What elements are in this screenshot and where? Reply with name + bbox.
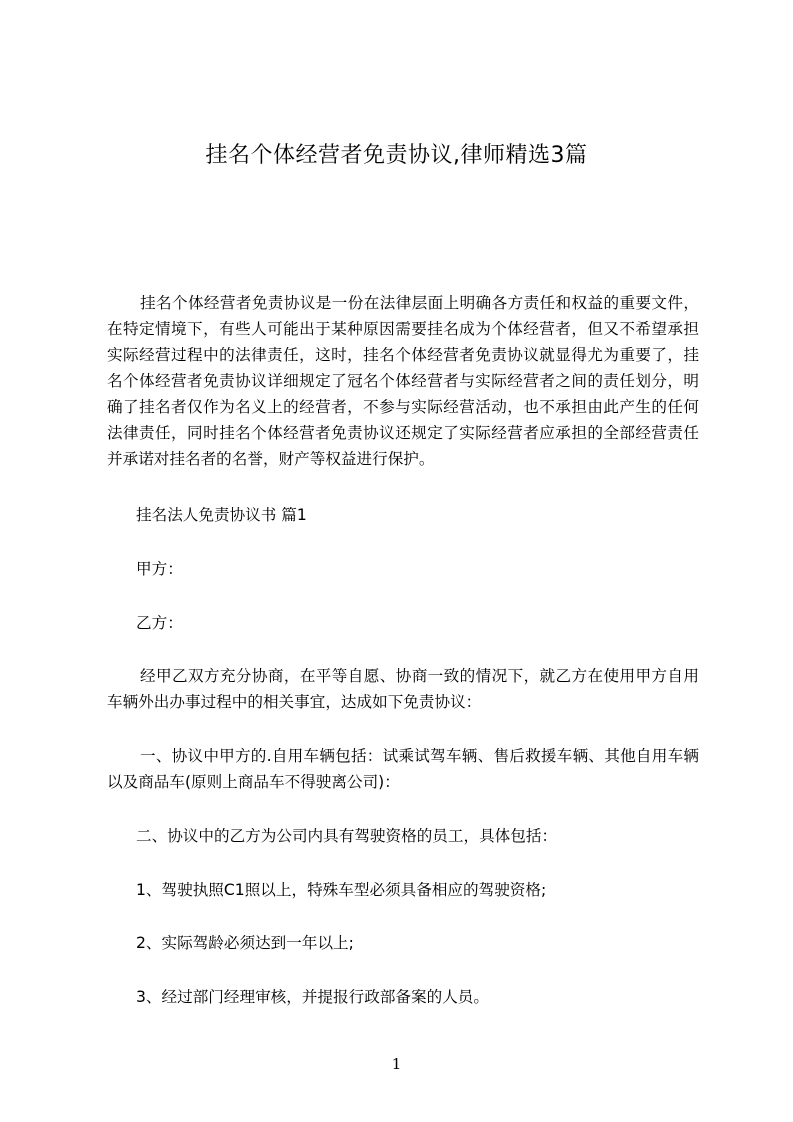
intro-paragraph: 挂名个体经营者免责协议是一份在法律层面上明确各方责任和权益的重要文件，在特定情境下，有些人可能出于某种原因需要挂名成为个体经营者，但又不希望承担实际经营过程中的法律责任，这时，挂名个体经营者免责协议就显得尤为重要了，挂名个体经营者免责协议详细规定了冠名个体经营者与实际经营者之间的责任划分，明确了挂名者仅作为名义上的经营者，不参与实际经营活动，也不承担由此产生的任何法律责任，同时挂名个体经营者免责协议还规定了实际经营者应承担的全部经营责任并承诺对挂名者的名誉，财产等权益进行保护。 [107, 294, 699, 468]
requirement-item-3: 3、经过部门经理审核，并提报行政部备案的人员。 [136, 988, 489, 1006]
clause-one-paragraph: 一、协议中甲方的.自用车辆包括：试乘试驾车辆、售后救援车辆、其他自用车辆以及商品车(原则上商品车不得驶离公司)： [107, 747, 699, 791]
requirement-item-2: 2、实际驾龄必须达到一年以上; [136, 934, 354, 952]
section-heading: 挂名法人免责协议书 篇1 [136, 506, 307, 524]
negotiation-paragraph: 经甲乙双方充分协商，在平等自愿、协商一致的情况下，就乙方在使用甲方自用车辆外出办事过程中的相关事宜，达成如下免责协议： [107, 667, 699, 711]
party-a-line: 甲方： [136, 560, 183, 578]
page-number: 1 [391, 1055, 402, 1073]
requirement-item-1: 1、驾驶执照C1照以上，特殊车型必须具备相应的驾驶资格; [136, 881, 547, 899]
document-title: 挂名个体经营者免责协议,律师精选3篇 [205, 143, 588, 168]
party-b-line: 乙方： [136, 614, 183, 632]
clause-two-paragraph: 二、协议中的乙方为公司内具有驾驶资格的员工，具体包括： [136, 827, 558, 845]
